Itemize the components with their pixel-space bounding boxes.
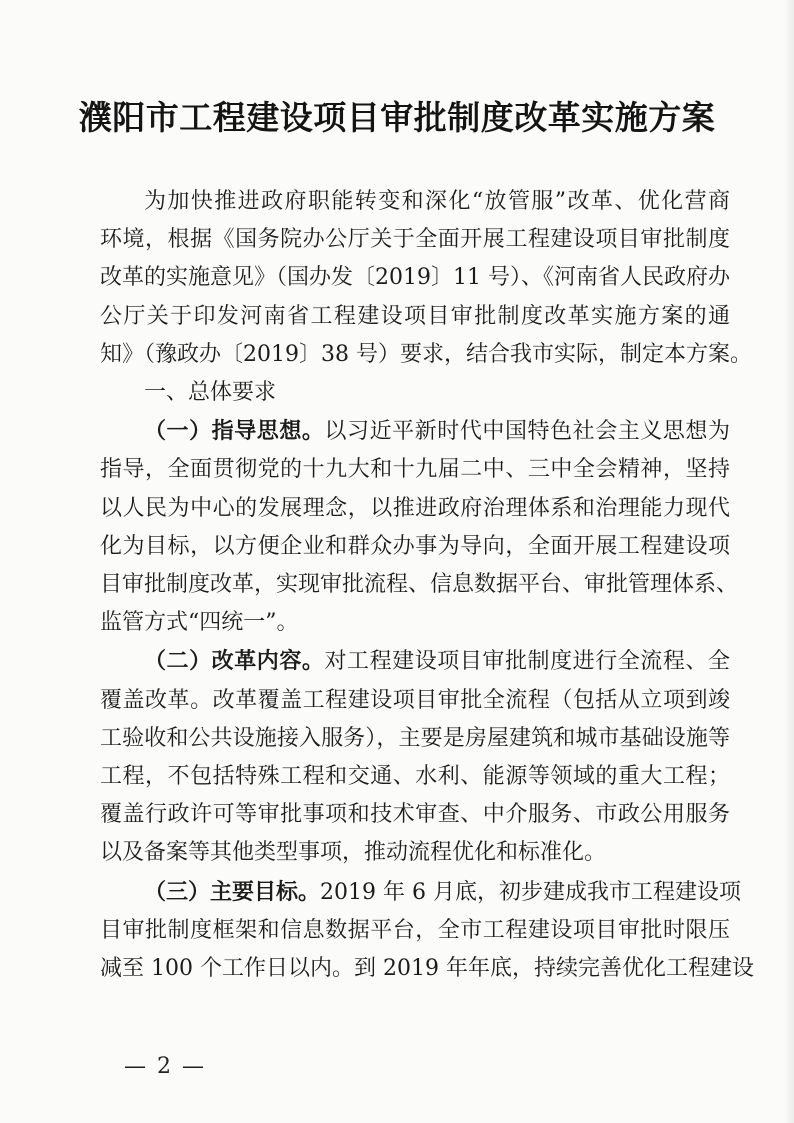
paragraph-line: 工程，不包括特殊工程和交通、水利、能源等领域的重大工程； xyxy=(100,764,730,790)
intro-line: 改革的实施意见》（国办发〔2019〕11 号）、《河南省人民政府办 xyxy=(100,265,730,291)
section-heading: 一、总体要求 xyxy=(144,380,277,406)
paragraph-text: 对工程建设项目审批制度进行全流程、全 xyxy=(324,649,730,675)
page-number: — 2 — xyxy=(124,1054,206,1079)
document-body xyxy=(100,183,754,988)
paragraph-line: 工验收和公共设施接入服务），主要是房屋建筑和城市基础设施等 xyxy=(100,725,730,751)
paragraph-line: 目审批制度框架和信息数据平台，全市工程建设项目审批时限压 xyxy=(100,917,730,943)
paragraph-line: 指导，全面贯彻党的十九大和十九届二中、三中全会精神，坚持 xyxy=(100,457,730,483)
paragraph-first-line xyxy=(100,412,730,451)
intro-line: 知》（豫政办〔2019〕38 号）要求，结合我市实际，制定本方案。 xyxy=(100,341,752,367)
intro-line: 环境，根据《国务院办公厅关于全面开展工程建设项目审批制度 xyxy=(100,227,730,253)
intro-line: 公厅关于印发河南省工程建设项目审批制度改革实施方案的通 xyxy=(100,303,730,329)
paragraph-lead: （一）指导思想。 xyxy=(144,418,325,445)
paragraph-first-line xyxy=(100,873,741,912)
paragraph-text: 2019 年 6 月底，初步建成我市工程建设项 xyxy=(320,879,741,905)
paragraph-line: 减至 100 个工作日以内。到 2019 年年底，持续完善优化工程建设 xyxy=(100,956,754,982)
page-edge-shadow xyxy=(784,0,794,1123)
paragraph-line: 以及备案等其他类型事项，推动流程优化和标准化。 xyxy=(100,840,607,866)
paragraph-line: 覆盖改革。改革覆盖工程建设项目审批全流程（包括从立项到竣 xyxy=(100,687,730,713)
paragraph-line: 覆盖行政许可等审批事项和技术审查、中介服务、市政公用服务 xyxy=(100,802,730,828)
paragraph-line: 以人民为中心的发展理念，以推进政府治理体系和治理能力现代 xyxy=(100,495,730,521)
paragraph-lead: （三）主要目标。 xyxy=(144,878,321,905)
paragraph-line: 监管方式“四统一”。 xyxy=(100,610,299,636)
paragraph-line: 化为目标，以方便企业和群众办事为导向，全面开展工程建设项 xyxy=(100,533,730,559)
paragraph-lead: （二）改革内容。 xyxy=(144,648,325,675)
document-title: 濮阳市工程建设项目审批制度改革实施方案 xyxy=(78,98,716,137)
intro-line: 为加快推进政府职能转变和深化“放管服”改革、优化营商 xyxy=(144,189,730,214)
paragraph-text: 以习近平新时代中国特色社会主义思想为 xyxy=(324,419,730,445)
paragraph-line: 目审批制度改革，实现审批流程、信息数据平台、审批管理体系、 xyxy=(100,572,739,598)
paragraph-first-line xyxy=(100,642,730,681)
